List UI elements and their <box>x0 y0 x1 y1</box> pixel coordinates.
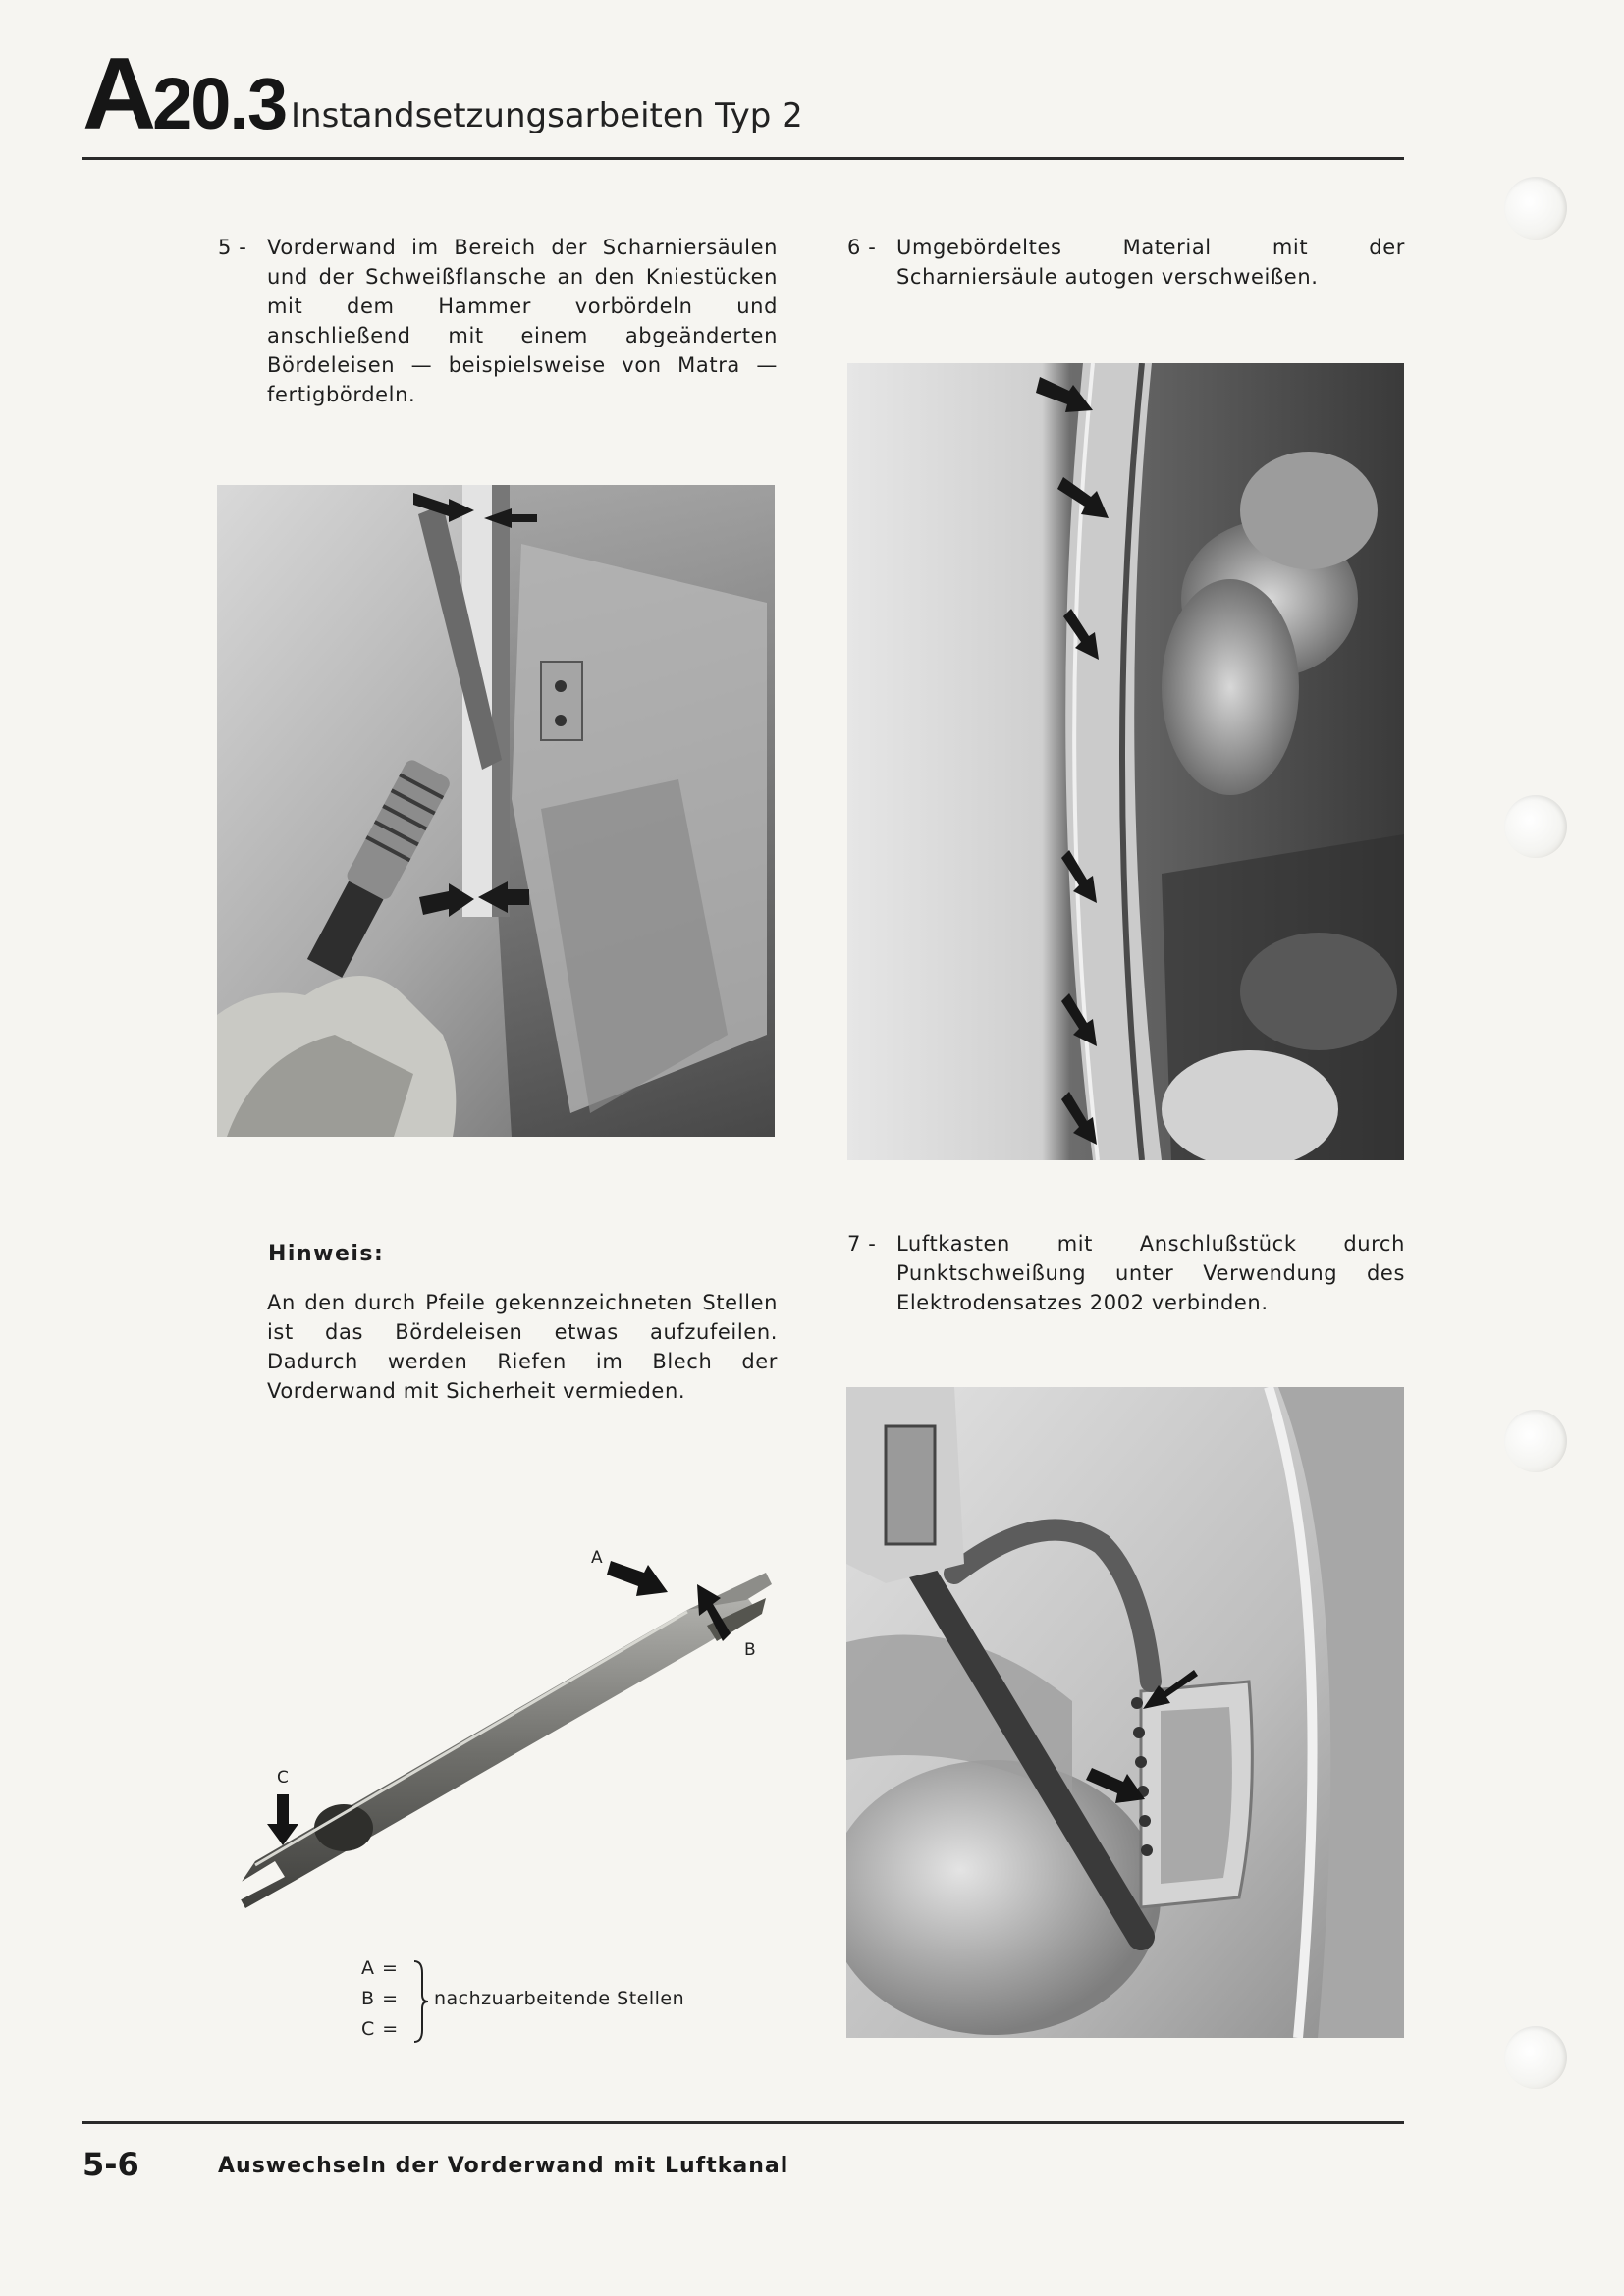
photo-autogenous-welding <box>847 363 1404 1160</box>
binder-hole-3 <box>1504 1410 1567 1472</box>
section-code-letter: A <box>82 37 153 151</box>
note-title: Hinweis: <box>268 1242 385 1266</box>
step-6 <box>847 233 1405 292</box>
flanging-iron-figure <box>216 1527 785 1910</box>
page-number: 5-6 <box>82 2146 139 2183</box>
marker-a: A <box>591 1548 603 1568</box>
legend-row-b: B = <box>361 1988 399 2009</box>
legend-label: nachzuarbeitende Stellen <box>434 1988 685 2009</box>
footer-rule <box>82 2121 1404 2124</box>
step-5-text: Vorderwand im Bereich der Scharniersäulen und der Schweißflansche an den Kniestücken mit dem Hammer vorbördeln und anschließend mit einem abgeänderten Bördeleisen — beispielsweise von Matra — fertigbördeln. <box>267 236 778 406</box>
section-code <box>82 37 287 151</box>
binder-hole-4 <box>1504 2026 1567 2089</box>
step-6-number: 6 - <box>847 236 877 259</box>
binder-hole-2 <box>1504 795 1567 858</box>
page-title: Instandsetzungsarbeiten Typ 2 <box>291 96 803 135</box>
step-5 <box>218 233 778 409</box>
step-7-number: 7 - <box>847 1232 877 1255</box>
header-rule <box>82 157 1404 160</box>
step-7 <box>847 1229 1405 1317</box>
marker-c: C <box>277 1768 289 1788</box>
legend-row-c: C = <box>361 2018 400 2040</box>
legend-brace <box>412 1959 430 2044</box>
step-7-text: Luftkasten mit Anschlußstück durch Punktschweißung unter Verwendung des Elektrodensatzes 2002 verbinden. <box>896 1232 1405 1314</box>
step-5-number: 5 - <box>218 236 247 259</box>
legend-row-a: A = <box>361 1957 399 1979</box>
photo-spot-welding <box>846 1387 1404 2038</box>
footer-title: Auswechseln der Vorderwand mit Luftkanal <box>218 2154 789 2178</box>
marker-b: B <box>744 1640 756 1660</box>
photo-hammer-flanging <box>217 485 775 1137</box>
step-6-text: Umgebördeltes Material mit der Scharniersäule autogen verschweißen. <box>896 236 1405 289</box>
flanging-iron-drawing <box>216 1527 785 1910</box>
section-code-number: 20.3 <box>152 63 287 144</box>
note-text: An den durch Pfeile gekennzeichneten Stellen ist das Bördeleisen etwas aufzufeilen. Dadurch werden Riefen im Blech der Vorderwand mit Sicherheit vermieden. <box>267 1291 778 1403</box>
binder-hole-1 <box>1504 177 1567 240</box>
